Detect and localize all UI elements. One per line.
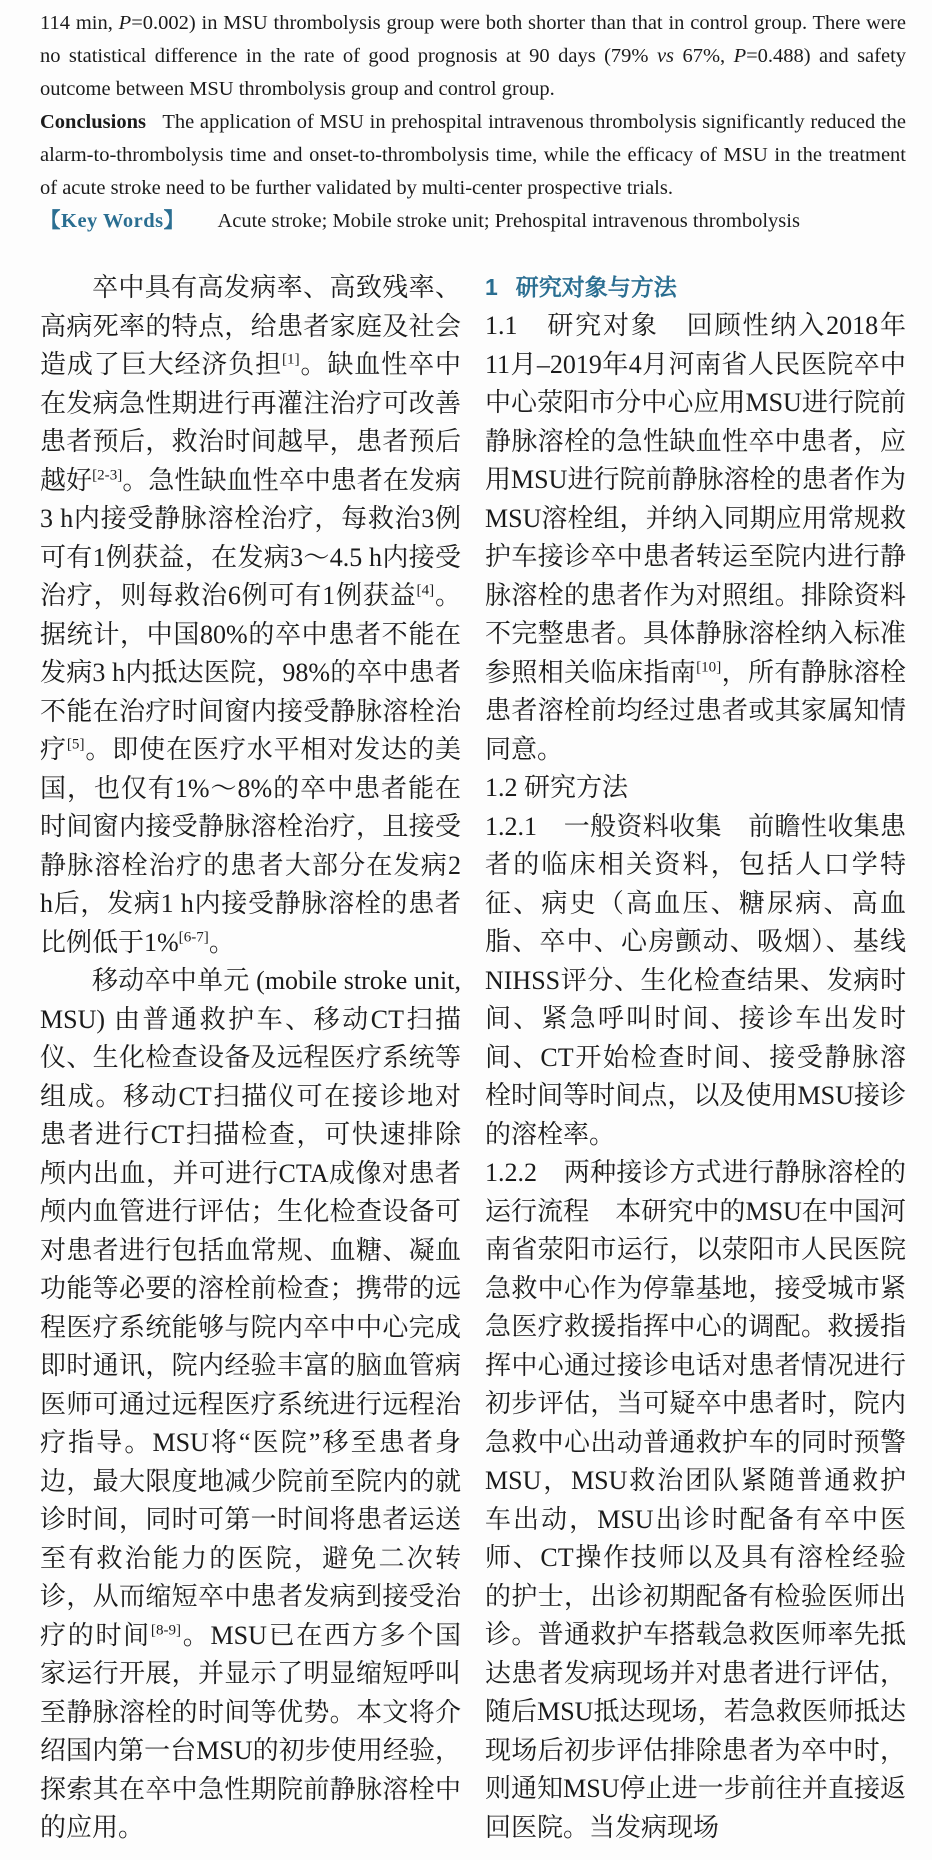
section-1-2-2-paragraph: 1.2.2 两种接诊方式进行静脉溶栓的运行流程 本研究中的MSU在中国河南省荥阳市运行，以荥阳市人民医院急救中心作为停靠基地，接受城市紧急医疗救援指挥中心的调配。救援指挥中心通过接诊电话对患者情况进行初步评估，当可疑卒中患者时，院内急救中心出动普通救护车的同时预警MSU，MSU救治团队紧随普通救护车出动，MSU出诊时配备有卒中医师、CT操作技师以及具有溶栓经验的护士，出诊初期配备有检验医师出诊。普通救护车搭载急救医师率先抵达患者发病现场并对患者进行评估，随后MSU抵达现场，若急救医师抵达现场后初步评估排除患者为卒中时，则通知MSU停止进一步前往并直接返回医院。当发病现场	[485, 1158, 906, 1842]
section-1-title: 研究对象与方法	[515, 274, 677, 300]
abstract-keywords-line	[40, 205, 906, 238]
abstract-conclusions-paragraph	[40, 106, 906, 205]
section-1-1-paragraph: 1.1 研究对象 回顾性纳入2018年11月–2019年4月河南省人民医院卒中中心荥阳市分中心应用MSU进行院前静脉溶栓的急性缺血性卒中患者，应用MSU进行院前静脉溶栓的患者作为MSU溶栓组，并纳入同期应用常规救护车接诊卒中患者转运至院内进行静脉溶栓的患者作为对照组。排除资料不完整患者。具体静脉溶栓纳入标准参照相关临床指南[10]，所有静脉溶栓患者溶栓前均经过患者或其家属知情同意。	[485, 311, 906, 764]
abstract-results-continuation: 114 min, P=0.002) in MSU thrombolysis group were both shorter than that in control group. There were no statistical difference in the rate of good prognosis at 90 days (79% vs 67%, P=0.488) and safety outcome between MSU thrombolysis group and control group.	[40, 12, 907, 100]
keywords-text: Acute stroke; Mobile stroke unit; Prehospital intravenous thrombolysis	[217, 210, 800, 232]
body-columns	[40, 269, 906, 1848]
section-1-2-1-paragraph: 1.2.1 一般资料收集 前瞻性收集患者的临床相关资料，包括人口学特征、病史（高血压、糖尿病、高血脂、卒中、心房颤动、吸烟）、基线NIHSS评分、生化检查结果、发病时间、紧急呼叫时间、接诊车出发时间、CT开始检查时间、接受静脉溶栓时间等时间点，以及使用MSU接诊的溶栓率。	[485, 811, 906, 1149]
conclusions-text: The application of MSU in prehospital intravenous thrombolysis significantly reduced the alarm-to-thrombolysis time and onset-to-thrombolysis time, while the efficacy of MSU in the treatment of acute stroke need to be further validated by multi-center prospective trials.	[40, 111, 906, 199]
left-column	[40, 269, 461, 1848]
intro-paragraph-2: 移动卒中单元 (mobile stroke unit, MSU) 由普通救护车、移动CT扫描仪、生化检查设备及远程医疗系统等组成。移动CT扫描仪可在接诊地对患者进行CT扫描检查，可快速排除颅内出血，并可进行CTA成像对患者颅内血管进行评估；生化检查设备可对患者进行包括血常规、血糖、凝血功能等必要的溶栓前检查；携带的远程医疗系统能够与院内卒中中心完成即时通讯，院内经验丰富的脑血管病医师可通过远程医疗系统进行远程治疗指导。MSU将“医院”移至患者身边，最大限度地减少院前至院内的就诊时间，同时可第一时间将患者运送至有救治能力的医院，避免二次转诊，从而缩短卒中患者发病到接受治疗的时间[8-9]。MSU已在西方多个国家运行开展，并显示了明显缩短呼叫至静脉溶栓的时间等优势。本文将介绍国内第一台MSU的初步使用经验，探索其在卒中急性期院前静脉溶栓中的应用。	[40, 966, 461, 1842]
section-1-heading	[485, 269, 906, 306]
conclusions-label: Conclusions	[40, 111, 146, 133]
keywords-label: 【Key Words】	[40, 210, 185, 232]
right-column	[485, 269, 906, 1848]
section-1-number: 1	[485, 274, 498, 300]
abstract-block	[40, 7, 906, 238]
intro-paragraph-1: 卒中具有高发病率、高致残率、高病死率的特点，给患者家庭及社会造成了巨大经济负担[1]。缺血性卒中在发病急性期进行再灌注治疗可改善患者预后，救治时间越早，患者预后越好[2-3]。急性缺血性卒中患者在发病3 h内接受静脉溶栓治疗，每救治3例可有1例获益，在发病3～4.5 h内接受治疗，则每救治6例可有1例获益[4]。据统计，中国80%的卒中患者不能在发病3 h内抵达医院，98%的卒中患者不能在治疗时间窗内接受静脉溶栓治疗[5]。即使在医疗水平相对发达的美国，也仅有1%～8%的卒中患者能在时间窗内接受静脉溶栓治疗，且接受静脉溶栓治疗的患者大部分在发病2 h后，发病1 h内接受静脉溶栓的患者比例低于1%[6-7]。	[40, 273, 461, 957]
section-1-2-heading-line: 1.2 研究方法	[485, 773, 629, 802]
